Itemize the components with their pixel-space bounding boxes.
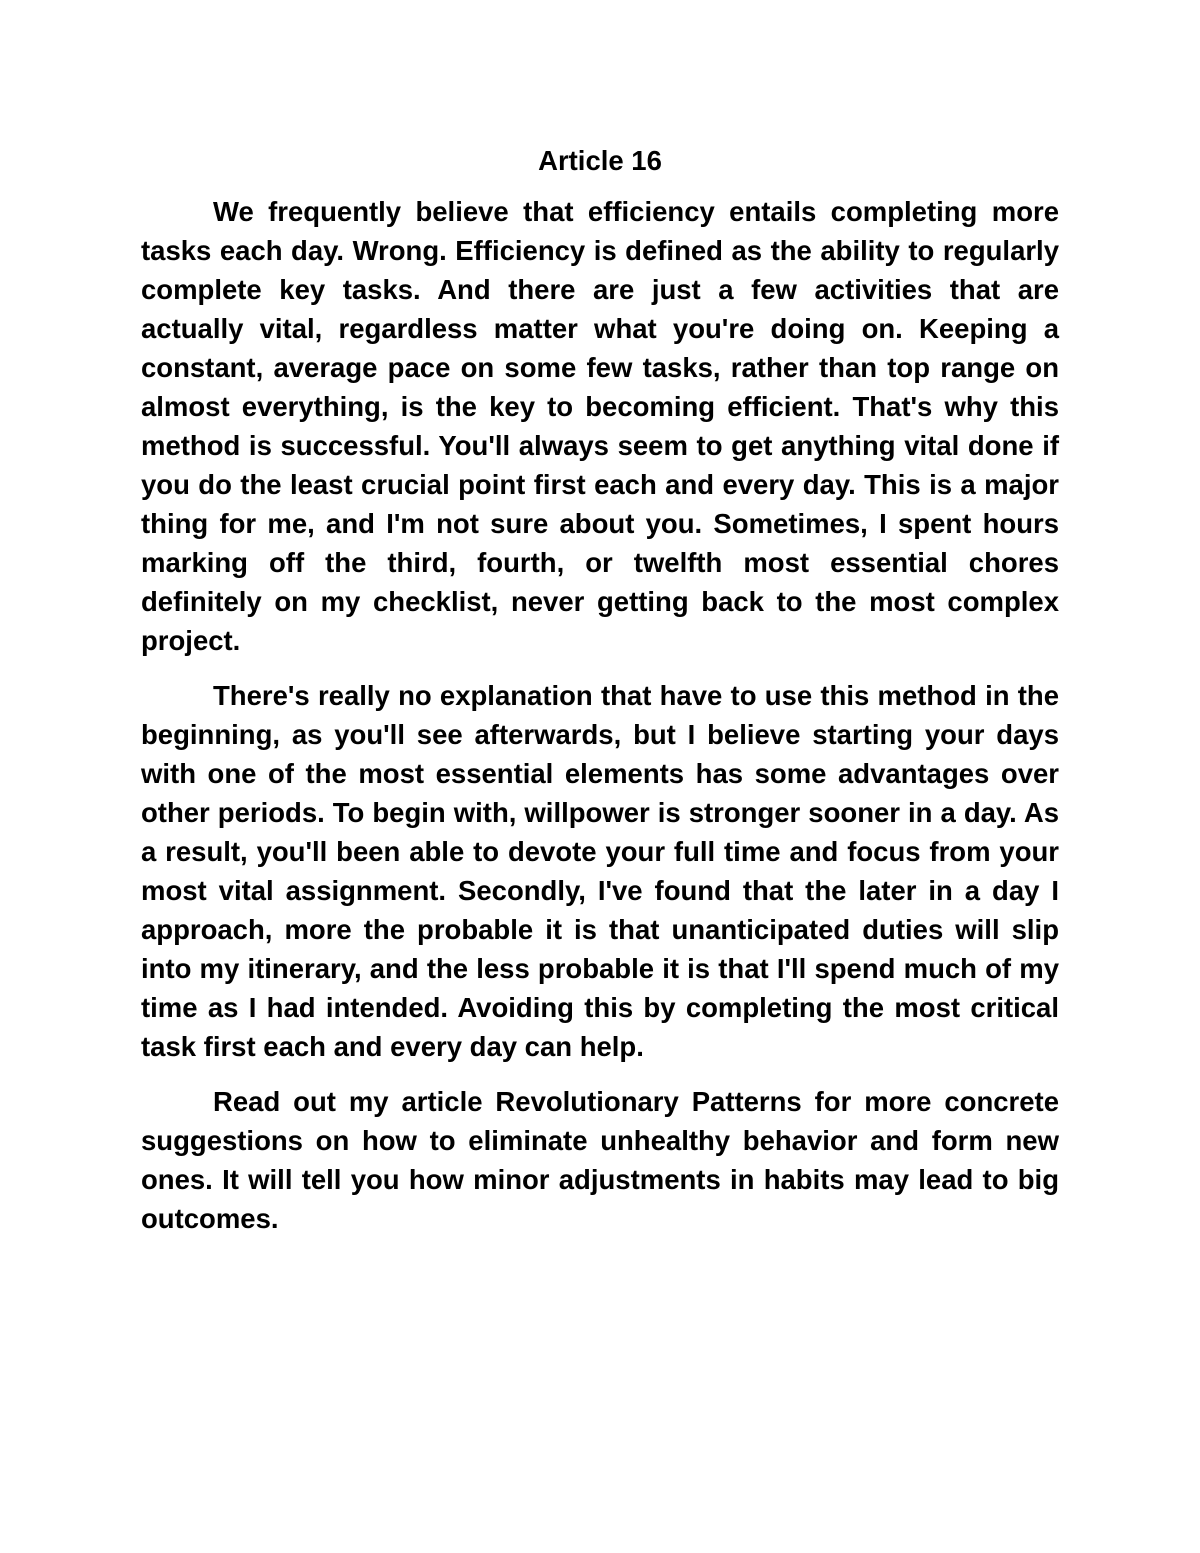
paragraph-1: We frequently believe that efficiency entails completing more tasks each day. Wrong. Efficiency is defined as the ability to regularly complete key tasks. And there are just a few activities that are actually vital, regardless matter what you're doing on. Keeping a constant, average pace on some few tasks, rather than top range on almost everything, is the key to becoming efficient. That's why this method is successful. You'll always seem to get anything vital done if you do the least crucial point first each and every day. This is a major thing for me, and I'm not sure about you. Sometimes, I spent hours marking off the third, fourth, or twelfth most essential chores definitely on my checklist, never getting back to the most complex project. xyxy=(141,196,1059,656)
document-title: Article 16 xyxy=(538,145,662,176)
document-body xyxy=(141,141,1059,1254)
paragraph-2: There's really no explanation that have to use this method in the beginning, as you'll see afterwards, but I believe starting your days with one of the most essential elements has some advantages over other periods. To begin with, willpower is stronger sooner in a day. As a result, you'll been able to devote your full time and focus from your most vital assignment. Secondly, I've found that the later in a day I approach, more the probable it is that unanticipated duties will slip into my itinerary, and the less probable it is that I'll spend much of my time as I had intended. Avoiding this by completing the most critical task first each and every day can help. xyxy=(141,680,1059,1062)
paragraph-3: Read out my article Revolutionary Patterns for more concrete suggestions on how to eliminate unhealthy behavior and form new ones. It will tell you how minor adjustments in habits may lead to big outcomes. xyxy=(141,1086,1059,1234)
